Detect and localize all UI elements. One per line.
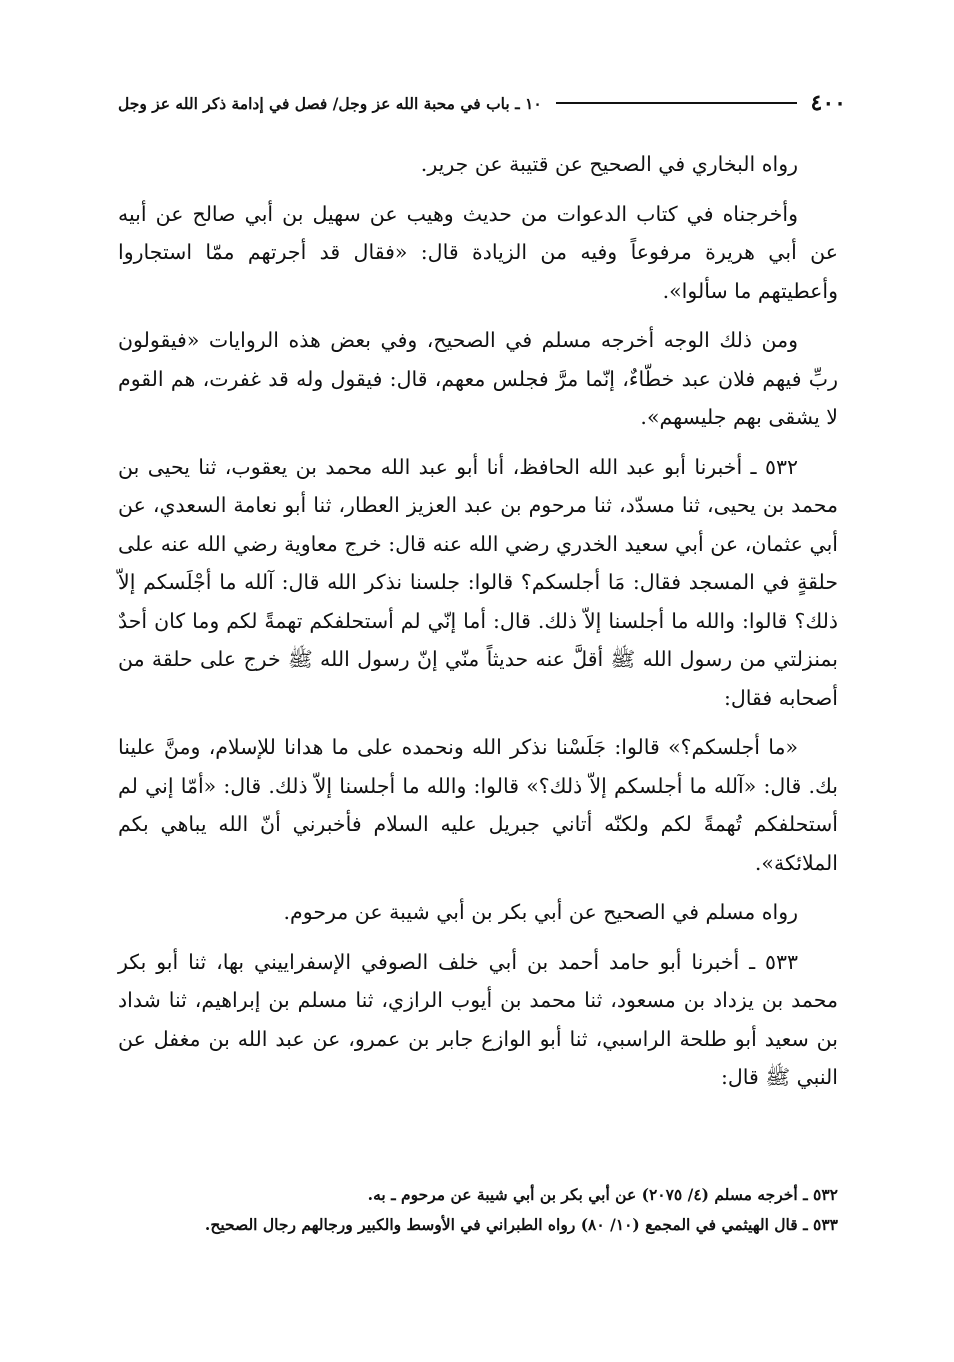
footnotes [118, 1180, 838, 1240]
paragraph-3: ومن ذلك الوجه أخرجه مسلم في الصحيح، وفي بعض هذه الروايات «فيقولون ربِّ فيهم فلان عبد خطّاءٌ، إنّما مرَّ فجلس معهم، قال: فيقول وله قد غفرت، هم القوم لا يشقى بهم جليسهم». [118, 328, 838, 429]
paragraph-6: رواه مسلم في الصحيح عن أبي بكر بن أبي شيبة عن مرحوم. [283, 900, 798, 924]
main-text [118, 145, 838, 1105]
paragraph-1: رواه البخاري في الصحيح عن قتيبة عن جرير. [420, 152, 798, 176]
footnote-533: ٥٣٣ ـ قال الهيثمي في المجمع (١٠/ ٨٠) رواه الطبراني في الأوسط والكبير ورجالهم رجال الصحيح. [204, 1215, 838, 1234]
page-header [118, 88, 846, 118]
page-number: ٤٠٠ [810, 90, 846, 116]
running-title: ١٠ ـ باب في محبة الله عز وجل/ فصل في إدامة ذكر الله عز وجل [118, 93, 542, 113]
hadith-533: ٥٣٣ ـ أخبرنا أبو حامد أحمد بن أبي خلف الصوفي الإسفراييني بها، ثنا أبو بكر محمد بن يزداد بن مسعود، ثنا محمد بن أيوب الرازي، ثنا مسلم بن إبراهيم، ثنا شداد بن سعيد أبو طلحة الراسبي، ثنا أبو الوازع جابر بن عمرو، عن عبد الله بن مغفل عن النبي ﷺ قال: [118, 949, 838, 1089]
paragraph-5: «ما أجلسكم؟» قالوا: جَلَسْنا نذكر الله ونحمده على ما هدانا للإسلام، ومنَّ علينا بك. قال: «آلله ما أجلسكم إلاّ ذلك؟» قالوا: والله ما أجلسنا إلاّ ذلك. قال: «أمّا إني لم أستحلفكم تُهمةً لكم ولكنّه أتاني جبريل عليه السلام فأخبرني أنّ الله يباهي بكم الملائكة». [118, 735, 838, 875]
hadith-532: ٥٣٢ ـ أخبرنا أبو عبد الله الحافظ، أنا أبو عبد الله محمد بن يعقوب، ثنا يحيى بن محمد بن يحيى، ثنا مسدّد، ثنا مرحوم بن عبد العزيز العطار، ثنا أبو نعامة السعدي، عن أبي عثمان، عن أبي سعيد الخدري رضي الله عنه قال: خرج معاوية رضي الله عنه على حلقةٍ في المسجد فقال: مَا أجلسكم؟ قالوا: جلسنا نذكر الله قال: آلله ما أجْلَسكم إلاّ ذلك؟ قالوا: والله ما أجلسنا إلاّ ذلك. قال: أما إنّي لم أستحلفكم تهمةً لكم وما كان أحدٌ بمنزلتي من رسول الله ﷺ أقلَّ عنه حديثاً منّي إنّ رسول الله ﷺ خرج على حلقة من أصحابه فقال: [118, 454, 838, 710]
footnote-532: ٥٣٢ ـ أخرجه مسلم (٤/ ٢٠٧٥) عن أبي بكر بن أبي شيبة عن مرحوم ـ به. [367, 1185, 838, 1204]
paragraph-2: وأخرجناه في كتاب الدعوات من حديث وهيب عن سهيل بن أبي صالح عن أبيه عن أبي هريرة مرفوعاً وفيه من الزيادة قال: «فقال قد أجرتهم ممّا استجاروا وأعطيتهم ما سألوا». [118, 201, 838, 303]
header-rule [556, 102, 797, 104]
